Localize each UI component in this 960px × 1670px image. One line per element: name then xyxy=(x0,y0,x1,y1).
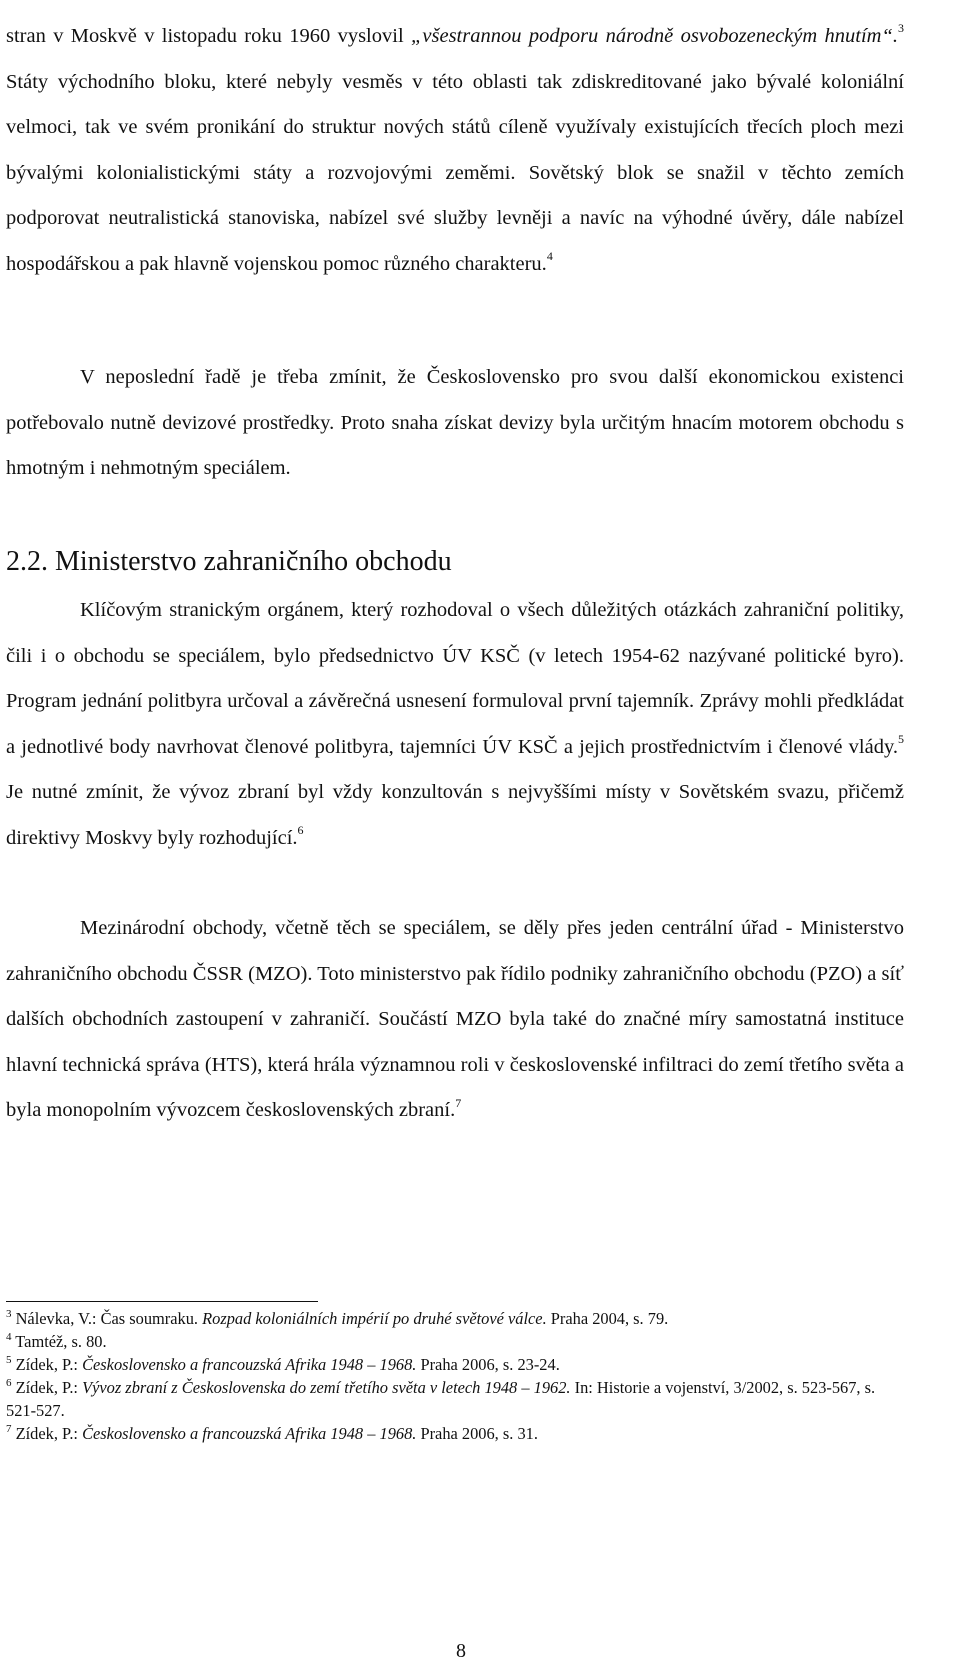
footnote-title: Rozpad koloniálních impérií po druhé světové válce. xyxy=(202,1309,547,1328)
paragraph-text: Klíčovým stranickým orgánem, který rozhodoval o všech důležitých otázkách zahraniční politiky, čili i o obchodu se speciálem, bylo předsednictvo ÚV KSČ (v letech 1954-62 nazývané politické byro). Program jednání politbyra určoval a závěrečná usnesení formuloval první tajemník. Zprávy mohli předkládat a jednotlivé body navrhovat členové politbyra, tajemníci ÚV KSČ a jejich prostřednictvím i členové vlády. xyxy=(6,599,904,758)
quote-text: „všestrannou podporu národně osvobozeneckým hnutím“. xyxy=(411,25,898,47)
footnote-title: Československo a francouzská Afrika 1948 – 1968. xyxy=(82,1355,417,1374)
paragraph-text: Mezinárodní obchody, včetně těch se speciálem, se děly přes jeden centrální úřad - Ministerstvo zahraničního obchodu ČSSR (MZO). Toto ministerstvo pak řídilo podniky zahraničního obchodu (PZO) a síť dalších obchodních zastoupení v zahraničí. Součástí MZO byla také do značné míry samostatná instituce hlavní technická správa (HTS), která hrála významnou roli v československé infiltraci do zemí třetího světa a byla monopolním vývozcem československých zbraní. xyxy=(6,917,904,1122)
document-page xyxy=(6,0,904,1670)
footnote-number: 3 xyxy=(6,1307,12,1320)
footnote-text: Praha 2006, s. 23-24. xyxy=(416,1355,560,1374)
footnote-5 xyxy=(6,1353,904,1376)
footnote-text: Zídek, P.: xyxy=(11,1378,83,1397)
footnote-6 xyxy=(6,1376,904,1422)
page-number: 8 xyxy=(456,1640,466,1662)
footnote-ref: 3 xyxy=(898,21,904,36)
footnote-7 xyxy=(6,1422,904,1445)
paragraph-text: Je nutné zmínit, že vývoz zbraní byl vždy konzultován s nejvyššími místy v Sovětském svazu, přičemž direktivy Moskvy byly rozhodující. xyxy=(6,781,904,849)
paragraph-2: V neposlední řadě je třeba zmínit, že Československo pro svou další ekonomickou existenci potřebovalo nutně devizové prostředky. Proto snaha získat devizy byla určitým hnacím motorem obchodu s hmotným i nehmotným speciálem. xyxy=(6,366,904,480)
footnote-ref: 7 xyxy=(455,1095,462,1110)
footnote-ref: 5 xyxy=(898,731,904,746)
footnote-title: Československo a francouzská Afrika 1948 – 1968. xyxy=(82,1424,417,1443)
footnote-3 xyxy=(6,1307,904,1330)
footnote-title: Vývoz zbraní z Československa do zemí třetího světa v letech 1948 – 1962. xyxy=(82,1378,571,1397)
footnotes xyxy=(6,1307,904,1445)
footnote-ref: 4 xyxy=(546,249,553,264)
paragraph-1 xyxy=(6,14,904,288)
paragraph-3 xyxy=(6,588,904,862)
footnote-number: 5 xyxy=(6,1353,12,1366)
paragraph-text: stran v Moskvě v listopadu roku 1960 vyslovil xyxy=(6,25,411,47)
footnote-text: Praha 2004, s. 79. xyxy=(546,1309,669,1328)
footnote-text: In: Historie a vojenství, 3/2002, s. 523-567, s. 521-527. xyxy=(6,1378,876,1420)
footnote-number: 4 xyxy=(6,1330,12,1343)
footnote-separator xyxy=(6,1301,318,1302)
footnote-number: 7 xyxy=(6,1422,12,1435)
footnote-4 xyxy=(6,1330,904,1353)
footnote-number: 6 xyxy=(6,1376,12,1389)
section-heading: 2.2. Ministerstvo zahraničního obchodu xyxy=(6,546,452,577)
footnote-text: Zídek, P.: xyxy=(11,1355,83,1374)
paragraph-4 xyxy=(6,906,904,1134)
footnote-ref: 6 xyxy=(297,823,304,838)
footnote-text: Tamtéž, s. 80. xyxy=(11,1332,107,1351)
paragraph-text: Státy východního bloku, které nebyly vesměs v této oblasti tak zdiskreditované jako bývalé koloniální velmoci, tak ve svém pronikání do struktur nových států cíleně využívaly existujících třecích ploch mezi bývalými kolonialistickými státy a rozvojovými zeměmi. Sovětský blok se snažil v těchto zemích podporovat neutralistická stanoviska, nabízel své služby levněji a navíc na výhodné úvěry, dále nabízel hospodářskou a pak hlavně vojenskou pomoc různého charakteru. xyxy=(6,70,904,275)
footnote-text: Praha 2006, s. 31. xyxy=(416,1424,538,1443)
footnote-text: Nálevka, V.: Čas soumraku. xyxy=(11,1309,203,1328)
footnote-text: Zídek, P.: xyxy=(11,1424,83,1443)
